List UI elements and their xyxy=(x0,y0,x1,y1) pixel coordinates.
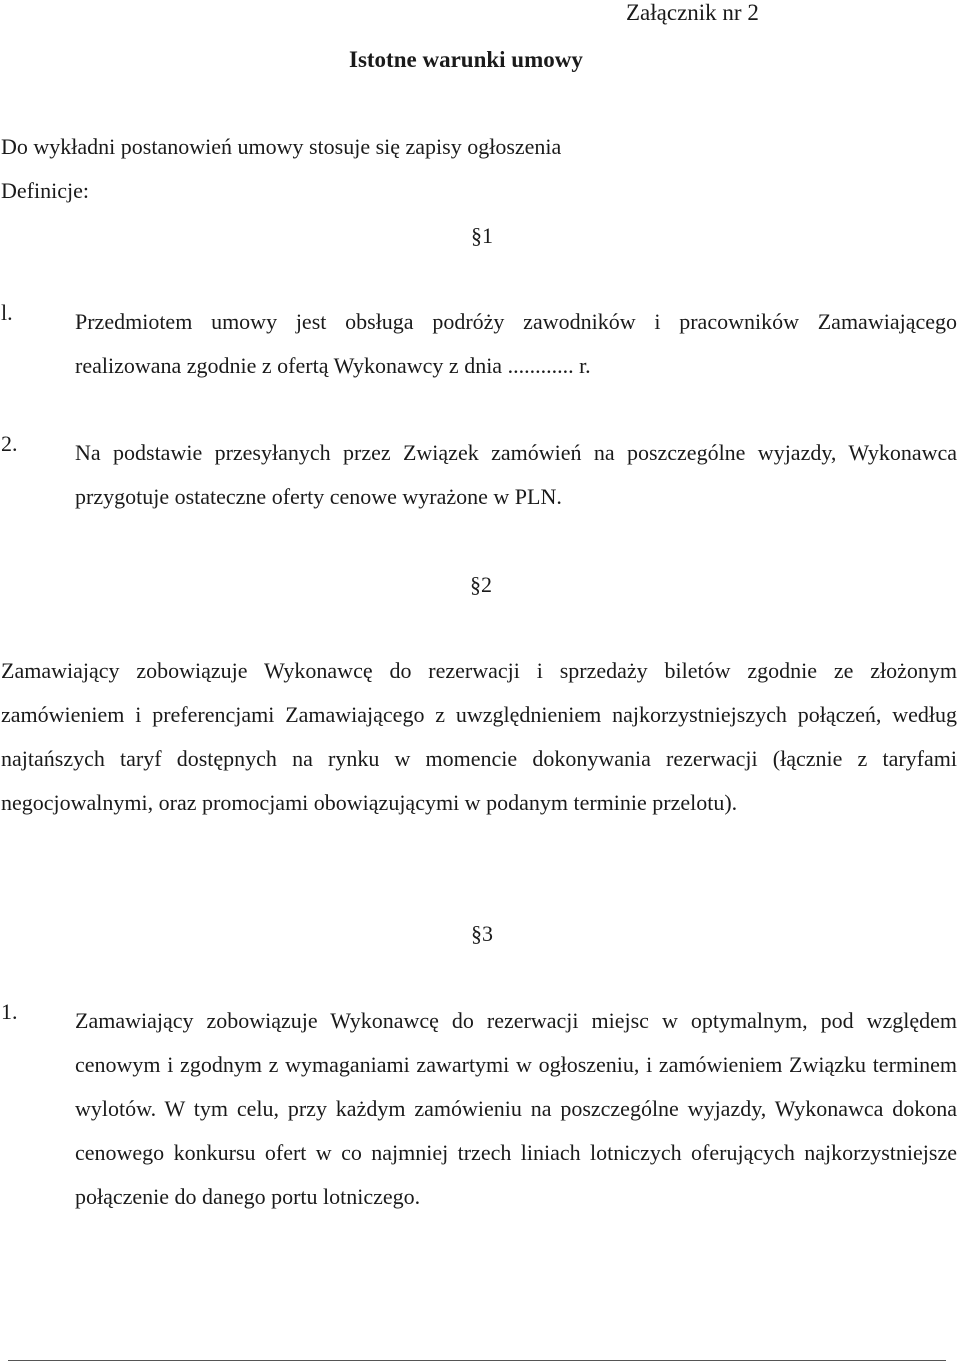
intro-paragraph: Do wykładni postanowień umowy stosuje się zapisy ogłoszenia xyxy=(1,134,562,159)
section-1-heading: §1 xyxy=(471,223,493,248)
item-text: Na podstawie przesyłanych przez Związek zamówień na poszczególne wyjazdy, Wykonawca przygotuje ostateczne oferty cenowe wyrażone w PLN. xyxy=(75,440,957,509)
item-number: 2. xyxy=(1,431,18,456)
item-number: 1. xyxy=(1,999,18,1024)
footer-divider xyxy=(8,1360,946,1361)
item-text: Zamawiający zobowiązuje Wykonawcę do rezerwacji miejsc w optymalnym, pod względem cenowym i zgodnym z wymaganiami zawartymi w ogłoszeniu, i zamówieniem Związku terminem wylotów. W tym celu, przy każdym zamówieniu na poszczególne wyjazdy, Wykonawca dokona cenowego konkursu ofert w co najmniej trzech liniach lotniczych oferujących najkorzystniejsze połączenie do danego portu lotniczego. xyxy=(75,1008,957,1209)
item-number: l. xyxy=(1,300,13,325)
definitions-label: Definicje: xyxy=(1,178,89,203)
attachment-label: Załącznik nr 2 xyxy=(626,0,759,25)
item-text: Przedmiotem umowy jest obsługa podróży zawodników i pracowników Zamawiającego realizowana zgodnie z ofertą Wykonawcy z dnia ............ r. xyxy=(75,309,957,378)
section-2-heading: §2 xyxy=(470,572,492,597)
section-3-heading: §3 xyxy=(471,921,493,946)
document-title: Istotne warunki umowy xyxy=(349,47,583,72)
section-2-text: Zamawiający zobowiązuje Wykonawcę do rezerwacji i sprzedaży biletów zgodnie ze złożonym zamówieniem i preferencjami Zamawiającego z uwzględnieniem najkorzystniejszych połączeń, według najtańszych taryf dostępnych na rynku w momencie dokonywania rezerwacji (łącznie z taryfami negocjowalnymi, oraz promocjami obowiązującymi w podanym terminie przelotu). xyxy=(1,658,957,815)
